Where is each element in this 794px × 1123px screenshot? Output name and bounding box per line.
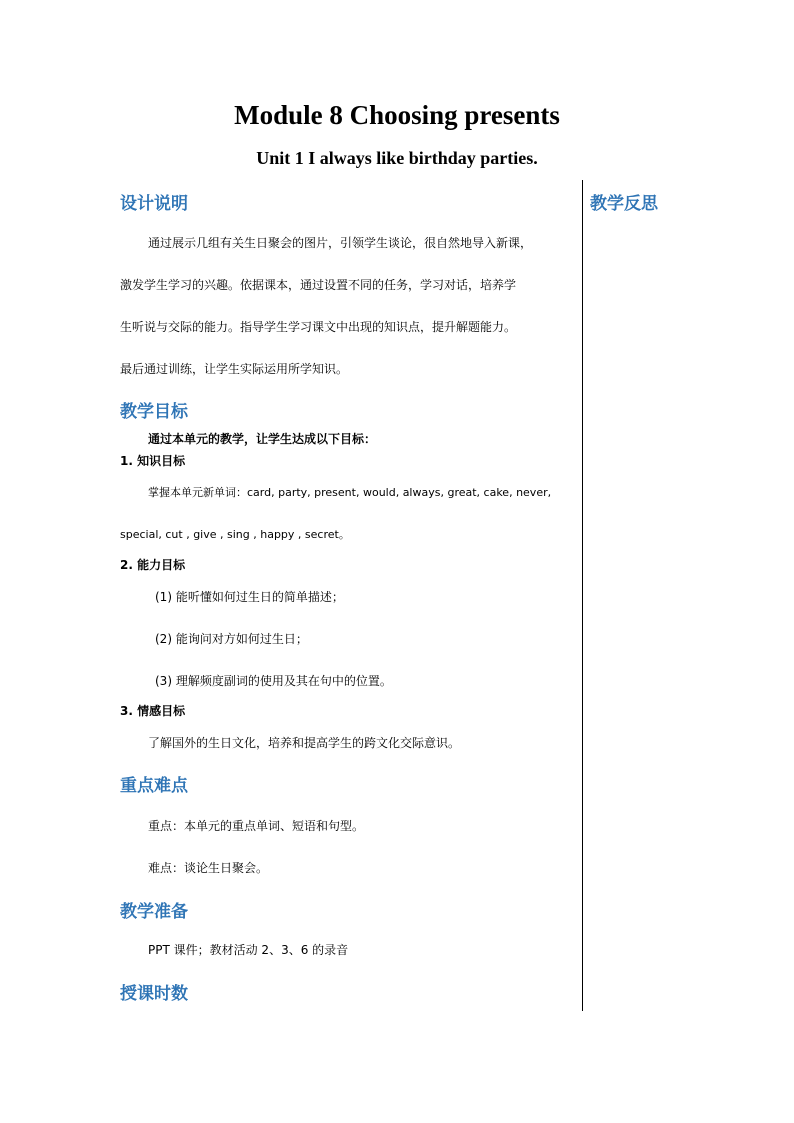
ability-item-3: (3) 理解频度副词的使用及其在句中的位置。: [155, 674, 392, 688]
page-title: Module 8 Choosing presents: [234, 100, 560, 130]
knowledge-line-1: 掌握本单元新单词：card, party, present, would, always, great, cake, never,: [148, 486, 552, 499]
knowledge-line-2: special, cut , give , sing , happy , secret。: [120, 528, 350, 541]
goals-intro: 通过本单元的教学，让学生达成以下目标：: [148, 432, 377, 446]
emotion-title: 3. 情感目标: [120, 704, 186, 718]
ability-item-2: (2) 能询问对方如何过生日；: [155, 632, 308, 646]
page-subtitle: Unit 1 I always like birthday parties.: [256, 148, 538, 168]
heading-preparation: 教学准备: [120, 902, 188, 922]
design-line-3: 生听说与交际的能力。指导学生学习课文中出现的知识点，提升解题能力。: [120, 320, 517, 334]
knowledge-title: 1. 知识目标: [120, 454, 186, 468]
design-line-4: 最后通过训练，让学生实际运用所学知识。: [120, 362, 349, 376]
column-divider: [582, 180, 583, 1011]
heading-key-points: 重点难点: [120, 776, 188, 796]
ability-item-1: (1) 能听懂如何过生日的简单描述；: [155, 590, 344, 604]
emotion-text: 了解国外的生日文化，培养和提高学生的跨文化交际意识。: [148, 736, 461, 750]
design-line-2: 激发学生学习的兴趣。依据课本，通过设置不同的任务，学习对话，培养学: [120, 278, 517, 292]
heading-design: 设计说明: [120, 194, 188, 214]
heading-goals: 教学目标: [120, 402, 188, 422]
design-line-1: 通过展示几组有关生日聚会的图片，引领学生谈论，很自然地导入新课，: [148, 236, 533, 250]
key-difficulty: 难点：谈论生日聚会。: [148, 861, 269, 875]
heading-reflection: 教学反思: [590, 194, 658, 214]
heading-hours: 授课时数: [120, 984, 188, 1004]
ability-title: 2. 能力目标: [120, 558, 186, 572]
preparation-text: PPT 课件；教材活动 2、3、6 的录音: [148, 943, 349, 957]
key-focus: 重点：本单元的重点单词、短语和句型。: [148, 819, 365, 833]
